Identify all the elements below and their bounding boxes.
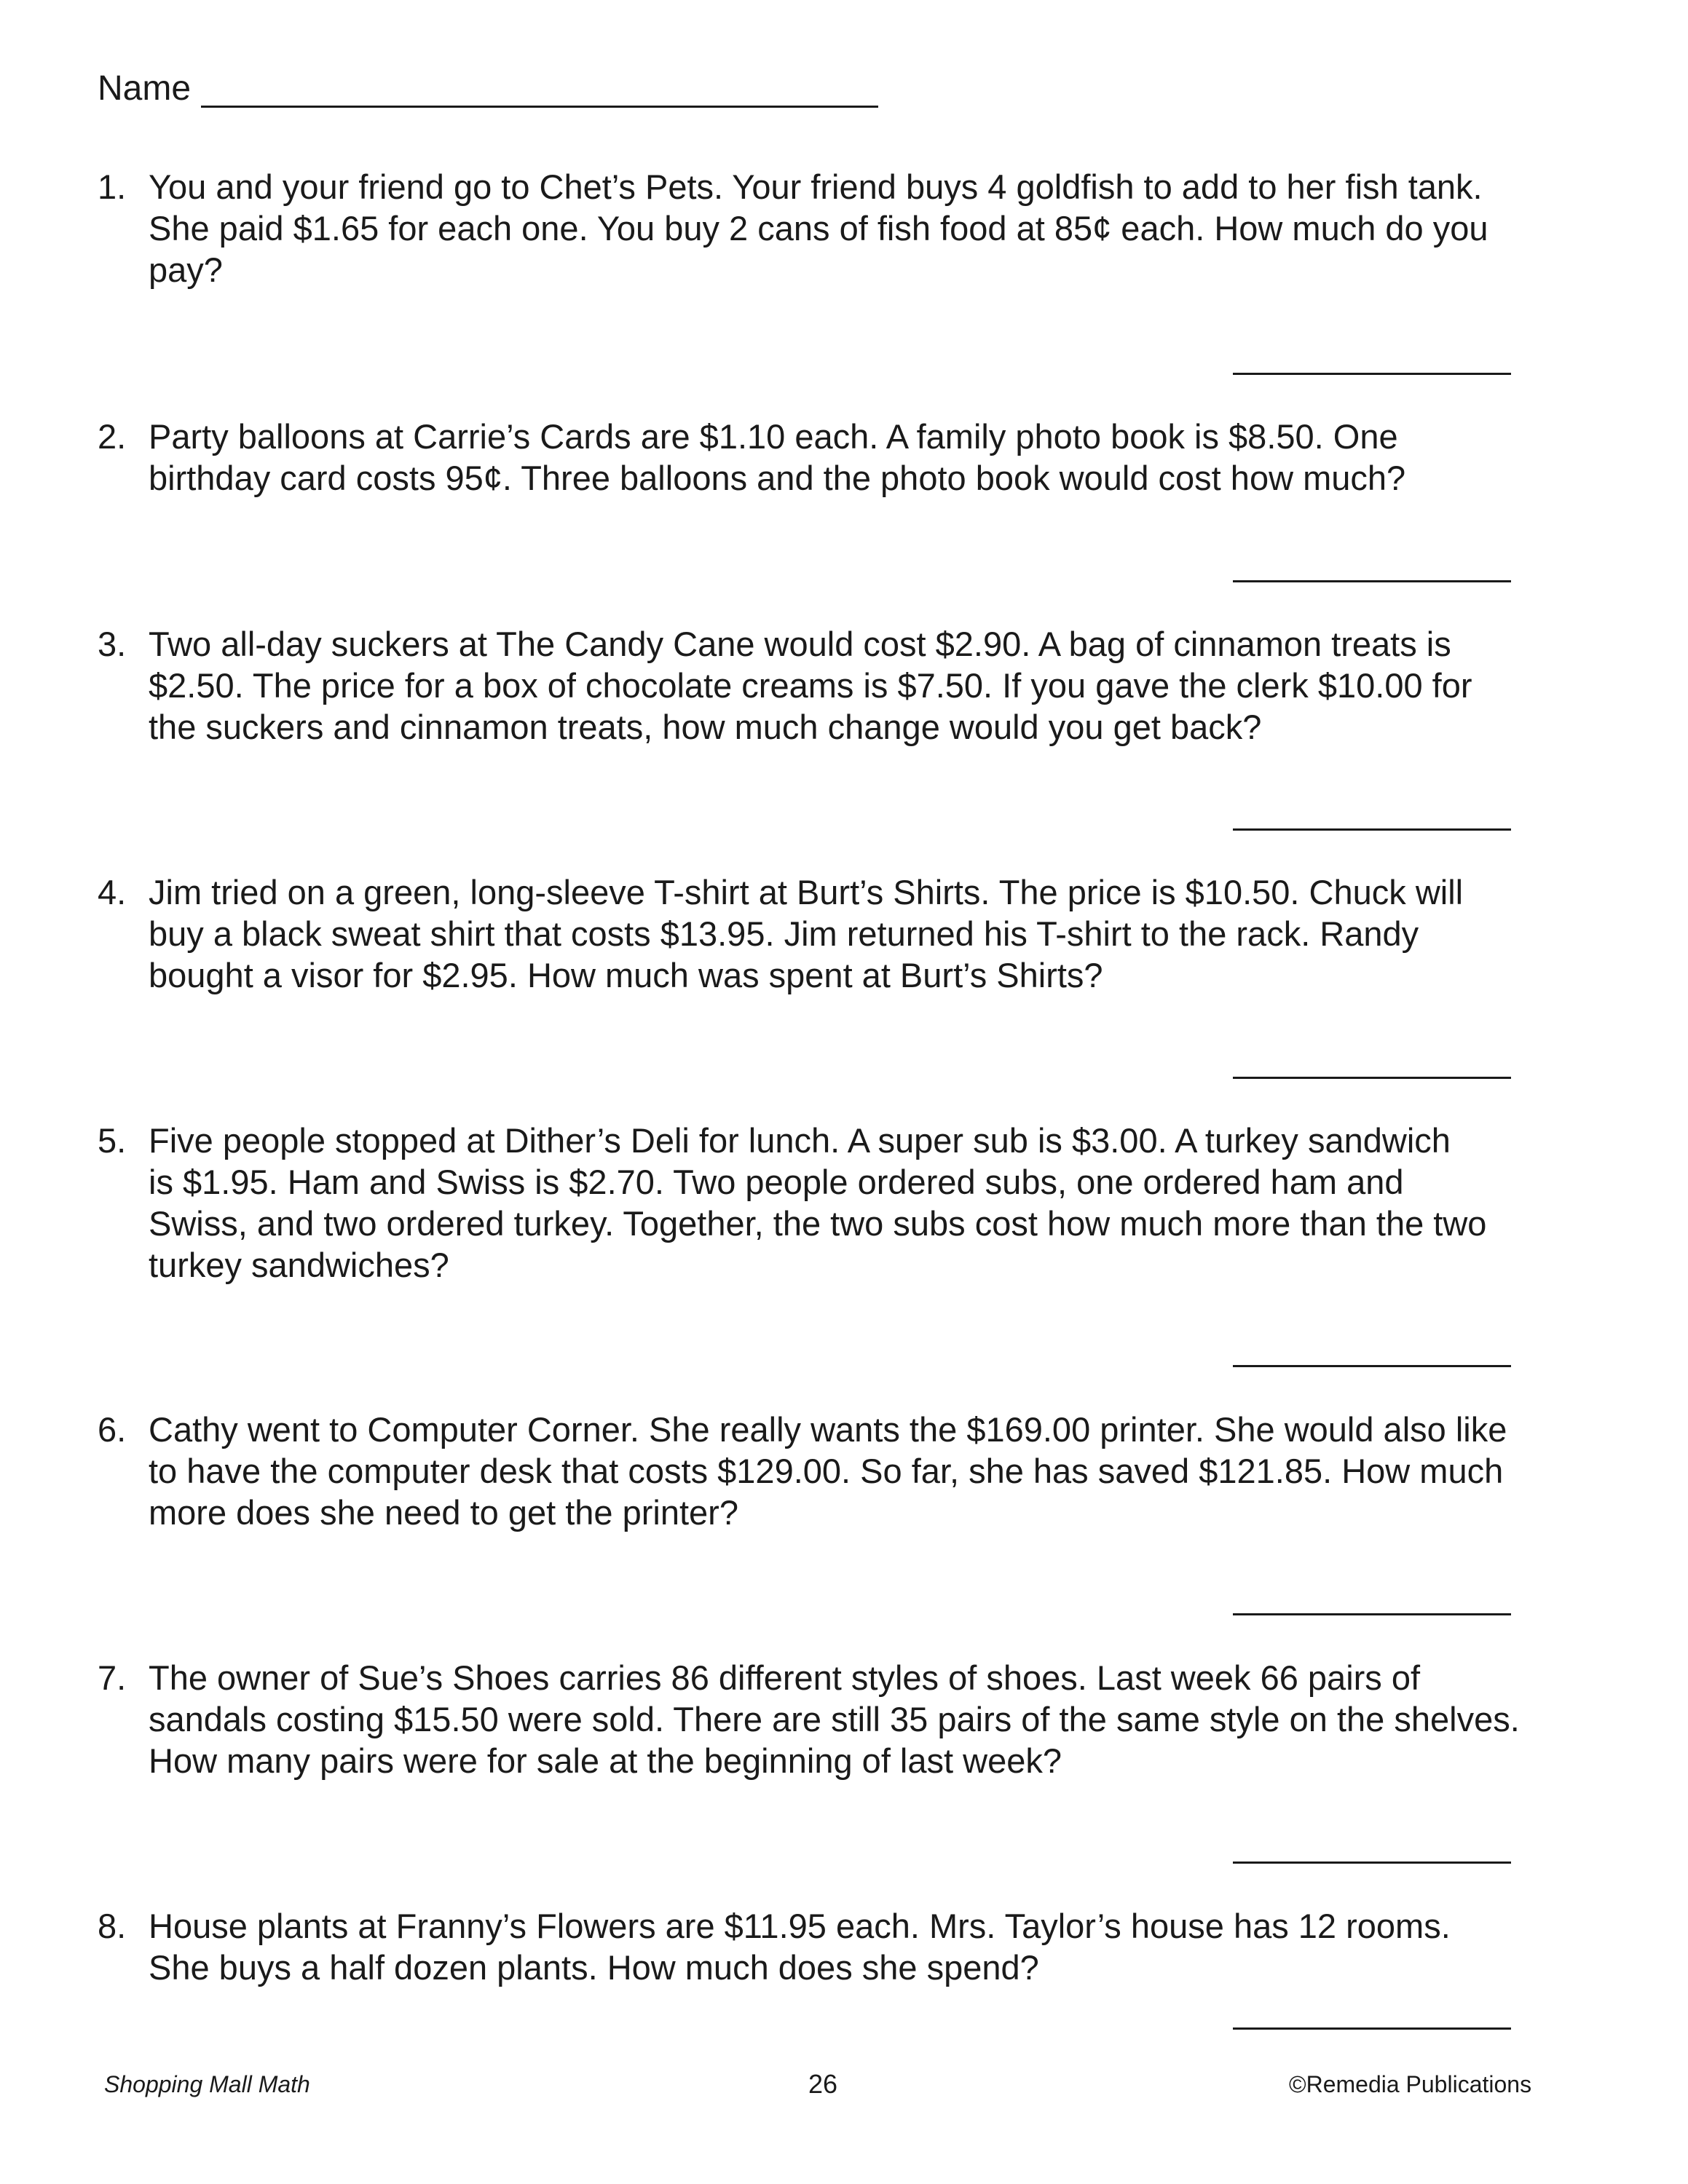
- question-text: [149, 416, 1598, 499]
- question-line: sandals costing $15.50 were sold. There are still 35 pairs of the same style on the shelves.: [149, 1700, 1520, 1738]
- question-line: Five people stopped at Dither’s Deli for lunch. A super sub is $3.00. A turkey sandwich: [149, 1121, 1451, 1160]
- question-number: 2.: [98, 417, 127, 456]
- question-text: [149, 1409, 1598, 1533]
- question-line: the suckers and cinnamon treats, how much change would you get back?: [149, 708, 1262, 746]
- question-number: 1.: [98, 167, 127, 206]
- answer-line-8[interactable]: [1233, 2027, 1511, 2030]
- question-line: Swiss, and two ordered turkey. Together, the two subs cost how much more than the two: [149, 1204, 1487, 1243]
- question-number: 3.: [98, 625, 127, 663]
- answer-line-7[interactable]: [1233, 1861, 1511, 1864]
- answer-line-2[interactable]: [1233, 580, 1511, 582]
- question-text: [149, 871, 1598, 996]
- answer-line-3[interactable]: [1233, 828, 1511, 831]
- question-line: How many pairs were for sale at the beginning of last week?: [149, 1741, 1062, 1780]
- question-line: bought a visor for $2.95. How much was spent at Burt’s Shirts?: [149, 956, 1103, 994]
- answer-line-6[interactable]: [1233, 1613, 1511, 1615]
- question-number: 4.: [98, 873, 127, 911]
- question-number: 8.: [98, 1907, 127, 1945]
- question-number: 5.: [98, 1121, 127, 1160]
- question-text: [149, 1905, 1598, 1988]
- question-line: You and your friend go to Chet’s Pets. Your friend buys 4 goldfish to add to her fish tank.: [149, 167, 1483, 206]
- question-line: She paid $1.65 for each one. You buy 2 cans of fish food at 85¢ each. How much do you: [149, 209, 1488, 248]
- question-line: to have the computer desk that costs $129.00. So far, she has saved $121.85. How much: [149, 1452, 1504, 1490]
- footer-page-number: 26: [808, 2069, 838, 2099]
- footer-book-title: Shopping Mall Math: [104, 2071, 310, 2097]
- question-line: $2.50. The price for a box of chocolate creams is $7.50. If you gave the clerk $10.00 for: [149, 666, 1472, 705]
- name-field[interactable]: [201, 106, 878, 108]
- question-number: 7.: [98, 1658, 127, 1697]
- name-label: Name: [98, 69, 192, 108]
- question-line: is $1.95. Ham and Swiss is $2.70. Two people ordered subs, one ordered ham and: [149, 1163, 1404, 1201]
- question-line: turkey sandwiches?: [149, 1246, 449, 1284]
- question-line: Two all-day suckers at The Candy Cane would cost $2.90. A bag of cinnamon treats is: [149, 625, 1451, 663]
- question-text: [149, 623, 1598, 748]
- answer-line-1[interactable]: [1233, 373, 1511, 375]
- question-line: buy a black sweat shirt that costs $13.95. Jim returned his T-shirt to the rack. Randy: [149, 914, 1419, 953]
- question-line: pay?: [149, 250, 223, 289]
- question-text: [149, 1120, 1598, 1286]
- question-line: more does she need to get the printer?: [149, 1493, 738, 1532]
- question-line: She buys a half dozen plants. How much does she spend?: [149, 1948, 1039, 1987]
- answer-line-5[interactable]: [1233, 1365, 1511, 1367]
- question-line: Cathy went to Computer Corner. She really wants the $169.00 printer. She would also like: [149, 1410, 1507, 1449]
- question-line: birthday card costs 95¢. Three balloons and the photo book would cost how much?: [149, 459, 1406, 497]
- question-line: The owner of Sue’s Shoes carries 86 different styles of shoes. Last week 66 pairs of: [149, 1658, 1421, 1697]
- question-line: House plants at Franny’s Flowers are $11.95 each. Mrs. Taylor’s house has 12 rooms.: [149, 1907, 1451, 1945]
- answer-line-4[interactable]: [1233, 1077, 1511, 1079]
- question-number: 6.: [98, 1410, 127, 1449]
- question-text: [149, 1657, 1598, 1781]
- question-text: [149, 166, 1598, 290]
- question-line: Party balloons at Carrie’s Cards are $1.10 each. A family photo book is $8.50. One: [149, 417, 1398, 456]
- question-line: Jim tried on a green, long-sleeve T-shirt at Burt’s Shirts. The price is $10.50. Chuck will: [149, 873, 1464, 911]
- footer-publisher: ©Remedia Publications: [1289, 2071, 1532, 2097]
